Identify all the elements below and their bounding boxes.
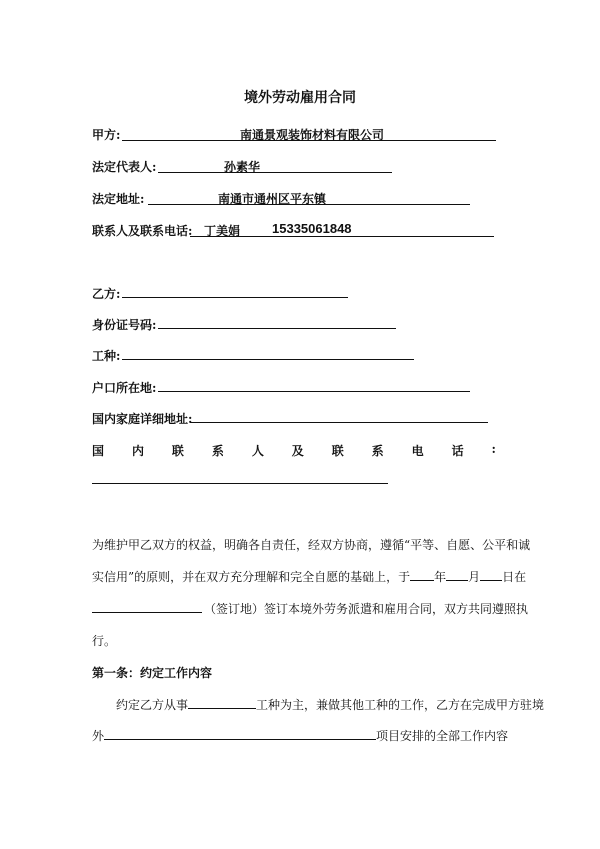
home-address-label: 国内家庭详细地址:: [92, 412, 193, 426]
article-1-heading: 第一条：约定工作内容: [92, 666, 213, 680]
party-b-line: [122, 297, 348, 298]
domestic-contact-line: [92, 483, 388, 484]
legal-address-label: 法定地址:: [92, 192, 145, 206]
contact-name: 丁美娟: [204, 224, 241, 238]
work-type-blank: [188, 696, 256, 709]
domestic-contact-char: 话: [451, 444, 464, 458]
party-b-label: 乙方:: [92, 287, 121, 301]
job-type-label: 工种:: [92, 349, 121, 363]
legal-rep-value: 孙素华: [224, 160, 261, 174]
contact-label: 联系人及联系电话:: [92, 224, 193, 238]
preamble-line-3: （签订地）签订本境外劳务派遣和雇用合同，双方共同遵照执: [204, 602, 529, 616]
preamble-line-2: [92, 568, 526, 585]
legal-rep-line: [158, 172, 392, 173]
article-1-line-1-b: 工种为主，兼做其他工种的工作，乙方在完成甲方驻境: [256, 698, 545, 712]
job-type-line: [122, 359, 414, 360]
day-label: 日在: [502, 570, 527, 584]
preamble-line-4: 行。: [92, 634, 117, 648]
domestic-contact-char: 系: [211, 444, 224, 458]
article-1-line-2-a: 外: [92, 729, 105, 743]
domestic-contact-char: 系: [371, 444, 384, 458]
legal-address-value: 南通市通州区平东镇: [218, 192, 327, 206]
article-1-line-1-a: 约定乙方从事: [116, 698, 189, 712]
document-title: 境外劳动雇用合同: [244, 90, 356, 106]
project-blank: [104, 727, 376, 740]
domestic-contact-char: 国: [92, 444, 105, 458]
hukou-line: [158, 391, 470, 392]
legal-rep-label: 法定代表人:: [92, 160, 157, 174]
hukou-label: 户口所在地:: [92, 381, 157, 395]
article-1-line-2: [92, 727, 508, 744]
home-address-line: [190, 422, 488, 423]
domestic-contact-char: 联: [171, 444, 184, 458]
preamble-line-2-text: 实信用”的原则，并在双方充分理解和完全自愿的基础上，于: [92, 570, 411, 584]
domestic-contact-char: 及: [291, 444, 304, 458]
article-1-line-2-b: 项目安排的全部工作内容: [376, 729, 509, 743]
party-a-label: 甲方:: [92, 128, 121, 142]
domestic-contact-char: :: [491, 442, 496, 456]
domestic-contact-char: 电: [411, 444, 424, 458]
day-blank: [480, 568, 502, 581]
article-1-line-1: [116, 696, 544, 713]
id-number-label: 身份证号码:: [92, 318, 157, 332]
month-blank: [446, 568, 468, 581]
party-a-value: 南通景观装饰材料有限公司: [240, 128, 385, 142]
domestic-contact-char: 内: [131, 444, 144, 458]
contact-phone: 15335061848: [272, 221, 352, 236]
domestic-contact-char: 人: [251, 444, 264, 458]
preamble-line-1: 为维护甲乙双方的权益，明确各自责任，经双方协商，遵循“平等、自愿、公平和诚: [92, 538, 531, 552]
domestic-contact-label: [92, 442, 496, 459]
id-number-line: [158, 328, 396, 329]
year-blank: [410, 568, 434, 581]
signing-place-blank: [92, 612, 202, 613]
domestic-contact-char: 联: [331, 444, 344, 458]
year-label: 年: [434, 570, 447, 584]
month-label: 月: [468, 570, 481, 584]
